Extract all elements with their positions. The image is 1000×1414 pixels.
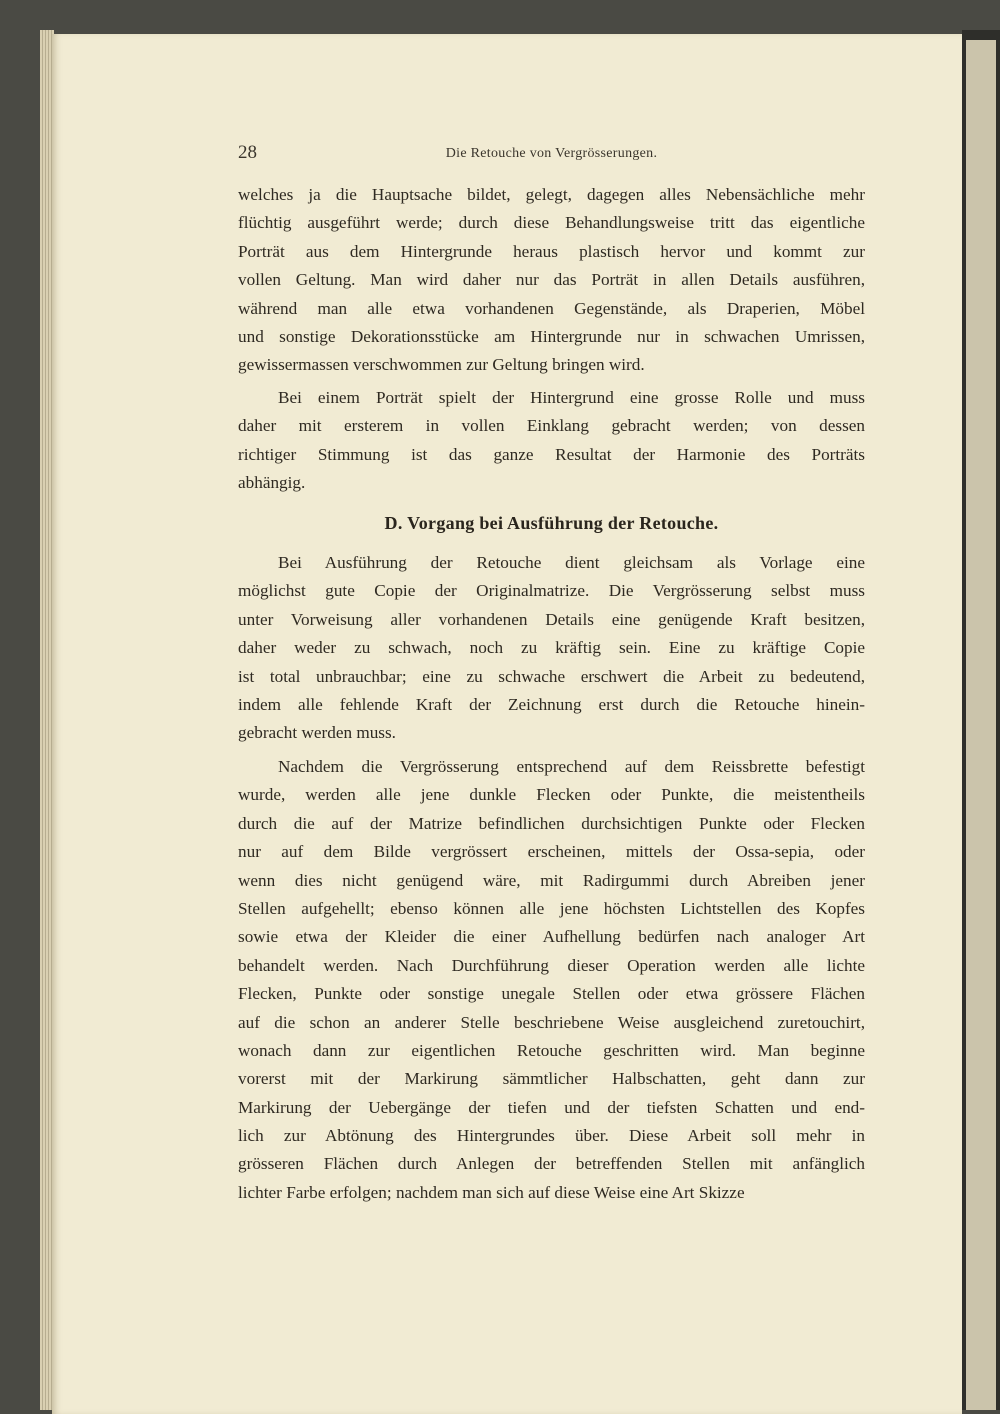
- text-line: gewissermassen verschwommen zur Geltung bringen wird.: [238, 355, 645, 375]
- text-line: gebracht werden muss.: [238, 723, 396, 743]
- text-line: sowie etwa der Kleider die einer Aufhellung bedürfen nach analoger Art: [238, 927, 865, 947]
- text-line: abhängig.: [238, 473, 306, 493]
- text-line: wurde, werden alle jene dunkle Flecken oder Punkte, die meistentheils: [238, 785, 865, 805]
- text-line: möglichst gute Copie der Originalmatrize. Die Vergrösserung selbst muss: [238, 581, 865, 601]
- text-line: wenn dies nicht genügend wäre, mit Radirgummi durch Abreiben jener: [238, 870, 865, 890]
- text-line: unter Vorweisung aller vorhandenen Details eine genügende Kraft besitzen,: [238, 609, 865, 629]
- page-header: [238, 142, 865, 170]
- section-heading: D. Vorgang bei Ausführung der Retouche.: [384, 513, 719, 533]
- text-line: daher mit ersterem in vollen Einklang gebracht werden; von dessen: [238, 416, 865, 436]
- text-line: lich zur Abtönung des Hintergrundes über. Diese Arbeit soll mehr in: [238, 1126, 865, 1146]
- running-title: Die Retouche von Vergrösserungen.: [445, 146, 658, 161]
- text-line: Markirung der Uebergänge der tiefen und der tiefsten Schatten und end-: [238, 1097, 865, 1117]
- text-line: welches ja die Hauptsache bildet, gelegt, dagegen alles Nebensächliche mehr: [238, 185, 865, 204]
- text-line: Nachdem die Vergrösserung entsprechend auf dem Reissbrette befestigt: [278, 757, 865, 776]
- page-number: 28: [238, 142, 257, 163]
- text-line: und sonstige Dekorationsstücke am Hintergrunde nur in schwachen Umrissen,: [238, 326, 865, 346]
- text-line: richtiger Stimmung ist das ganze Resultat der Harmonie des Porträts: [238, 444, 865, 464]
- text-line: grösseren Flächen durch Anlegen der betreffenden Stellen mit anfänglich: [238, 1154, 865, 1174]
- text-line: Bei Ausführung der Retouche dient gleichsam als Vorlage eine: [278, 553, 865, 572]
- text-line: auf die schon an anderer Stelle beschriebene Weise ausgleichend zuretouchirt,: [238, 1012, 865, 1032]
- text-line: Bei einem Porträt spielt der Hintergrund eine grosse Rolle und muss: [278, 388, 865, 407]
- text-line: durch die auf der Matrize befindlichen durchsichtigen Punkte oder Flecken: [238, 813, 865, 833]
- text-line: Porträt aus dem Hintergrunde heraus plastisch hervor und kommt zur: [238, 241, 865, 261]
- facing-page-edge: [962, 30, 1000, 1410]
- paragraph-1: [238, 181, 865, 380]
- text-line: Flecken, Punkte oder sonstige unegale Stellen oder etwa grössere Flächen: [238, 984, 865, 1004]
- text-line: lichter Farbe erfolgen; nachdem man sich auf diese Weise eine Art Skizze: [238, 1182, 745, 1202]
- text-line: Stellen aufgehellt; ebenso können alle jene höchsten Lichtstellen des Kopfes: [238, 898, 865, 918]
- section-paragraph-2: [238, 753, 865, 1207]
- section-paragraph-1: [238, 549, 865, 748]
- text-line: nur auf dem Bilde vergrössert erscheinen, mittels der Ossa-sepia, oder: [238, 842, 865, 862]
- text-line: flüchtig ausgeführt werde; durch diese Behandlungsweise tritt das eigentliche: [238, 213, 865, 233]
- text-line: wonach dann zur eigentlichen Retouche geschritten wird. Man beginne: [238, 1040, 865, 1060]
- text-line: vollen Geltung. Man wird daher nur das Porträt in allen Details ausführen,: [238, 270, 865, 290]
- text-line: indem alle fehlende Kraft der Zeichnung erst durch die Retouche hinein-: [238, 694, 865, 714]
- text-line: behandelt werden. Nach Durchführung dieser Operation werden alle lichte: [238, 955, 865, 975]
- paragraph-2: [238, 384, 865, 498]
- text-line: während man alle etwa vorhandenen Gegenstände, als Draperien, Möbel: [238, 298, 865, 318]
- text-line: vorerst mit der Markirung sämmtlicher Halbschatten, geht dann zur: [238, 1069, 865, 1089]
- text-line: ist total unbrauchbar; eine zu schwache erschwert die Arbeit zu bedeutend,: [238, 666, 865, 686]
- text-line: daher weder zu schwach, noch zu kräftig sein. Eine zu kräftige Copie: [238, 638, 865, 658]
